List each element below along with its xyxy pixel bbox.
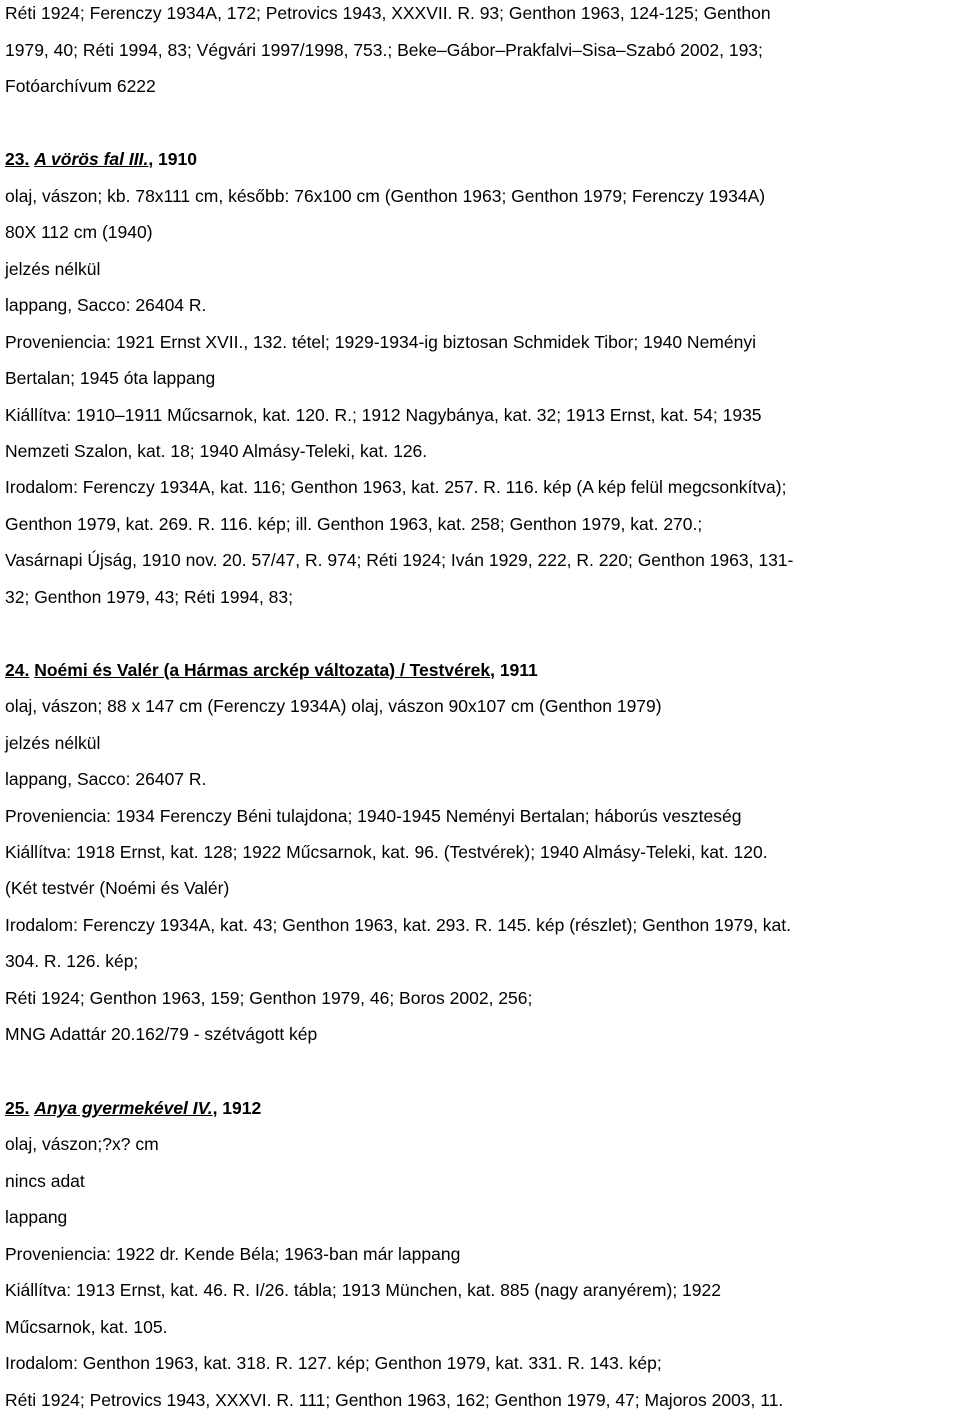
text-line: olaj, vászon; 88 x 147 cm (Ferenczy 1934A) olaj, vászon 90x107 cm (Genthon 1979) (5, 696, 662, 716)
text-line: Nemzeti Szalon, kat. 18; 1940 Almásy-Teleki, kat. 126. (5, 441, 428, 461)
text-line: olaj, vászon; kb. 78x111 cm, később: 76x100 cm (Genthon 1963; Genthon 1979; Ferenczy 1934A) (5, 186, 766, 206)
text-line: Fotóarchívum 6222 (5, 76, 156, 96)
text-line: olaj, vászon;?x? cm (5, 1134, 159, 1154)
text-line: Kiállítva: 1910–1911 Műcsarnok, kat. 120. R.; 1912 Nagybánya, kat. 32; 1913 Ernst, kat. 54; 1935 (5, 405, 762, 425)
text-line: MNG Adattár 20.162/79 - szétvágott kép (5, 1024, 318, 1044)
text-line: Bertalan; 1945 óta lappang (5, 368, 216, 388)
entry-title: Anya gyermekével IV. (34, 1098, 213, 1118)
text-line: lappang, Sacco: 26407 R. (5, 769, 207, 789)
text-line: Irodalom: Ferenczy 1934A, kat. 116; Genthon 1963, kat. 257. R. 116. kép (A kép felül megcsonkítva); (5, 477, 787, 497)
text-line: Proveniencia: 1921 Ernst XVII., 132. tétel; 1929-1934-ig biztosan Schmidek Tibor; 1940 Neményi (5, 332, 756, 352)
text-line: lappang (5, 1207, 68, 1227)
entry-year: , 1910 (148, 149, 197, 169)
entry-number: 25. (5, 1098, 30, 1118)
text-line: Réti 1924; Petrovics 1943, XXXVI. R. 111; Genthon 1963, 162; Genthon 1979, 47; Majoros 2003, 11. (5, 1390, 784, 1410)
text-line: Vasárnapi Újság, 1910 nov. 20. 57/47, R. 974; Réti 1924; Iván 1929, 222, R. 220; Genthon 1963, 131- (5, 550, 794, 570)
text-line: 304. R. 126. kép; (5, 951, 139, 971)
text-line: Kiállítva: 1913 Ernst, kat. 46. R. I/26. tábla; 1913 München, kat. 885 (nagy aranyérem); 1922 (5, 1280, 721, 1300)
text-line: Réti 1924; Genthon 1963, 159; Genthon 1979, 46; Boros 2002, 256; (5, 988, 533, 1008)
entry-year: , 1912 (212, 1098, 262, 1118)
entry-heading (5, 148, 197, 170)
entry-number: 23. (5, 149, 30, 169)
entry-year: , 1911 (490, 660, 538, 680)
text-line: jelzés nélkül (5, 259, 101, 279)
entry-heading (5, 1097, 261, 1119)
text-line: Irodalom: Ferenczy 1934A, kat. 43; Genthon 1963, kat. 293. R. 145. kép (részlet); Genthon 1979, kat. (5, 915, 792, 935)
entry-title: Noémi és Valér (a Hármas arckép változata) / Testvérek (34, 660, 491, 680)
text-line: Irodalom: Genthon 1963, kat. 318. R. 127. kép; Genthon 1979, kat. 331. R. 143. kép; (5, 1353, 662, 1373)
text-line: Kiállítva: 1918 Ernst, kat. 128; 1922 Műcsarnok, kat. 96. (Testvérek); 1940 Almásy-Teleki, kat. 120. (5, 842, 768, 862)
text-line: Proveniencia: 1922 dr. Kende Béla; 1963-ban már lappang (5, 1244, 461, 1264)
entry-title: A vörös fal III. (34, 149, 149, 169)
text-line: Réti 1924; Ferenczy 1934A, 172; Petrovics 1943, XXXVII. R. 93; Genthon 1963, 124-125; Genthon (5, 3, 771, 23)
text-line: jelzés nélkül (5, 733, 101, 753)
text-line: Proveniencia: 1934 Ferenczy Béni tulajdona; 1940-1945 Neményi Bertalan; háborús veszteség (5, 806, 742, 826)
text-line: (Két testvér (Noémi és Valér) (5, 878, 230, 898)
text-line: lappang, Sacco: 26404 R. (5, 295, 207, 315)
text-line: 1979, 40; Réti 1994, 83; Végvári 1997/1998, 753.; Beke–Gábor–Prakfalvi–Sisa–Szabó 2002, 193; (5, 40, 763, 60)
text-line: 32; Genthon 1979, 43; Réti 1994, 83; (5, 587, 293, 607)
text-line: Genthon 1979, kat. 269. R. 116. kép; ill. Genthon 1963, kat. 258; Genthon 1979, kat. 270.; (5, 514, 703, 534)
entry-heading (5, 659, 538, 681)
text-line: Műcsarnok, kat. 105. (5, 1317, 168, 1337)
text-line: 80X 112 cm (1940) (5, 222, 153, 242)
text-line: nincs adat (5, 1171, 85, 1191)
entry-number: 24. (5, 660, 30, 680)
